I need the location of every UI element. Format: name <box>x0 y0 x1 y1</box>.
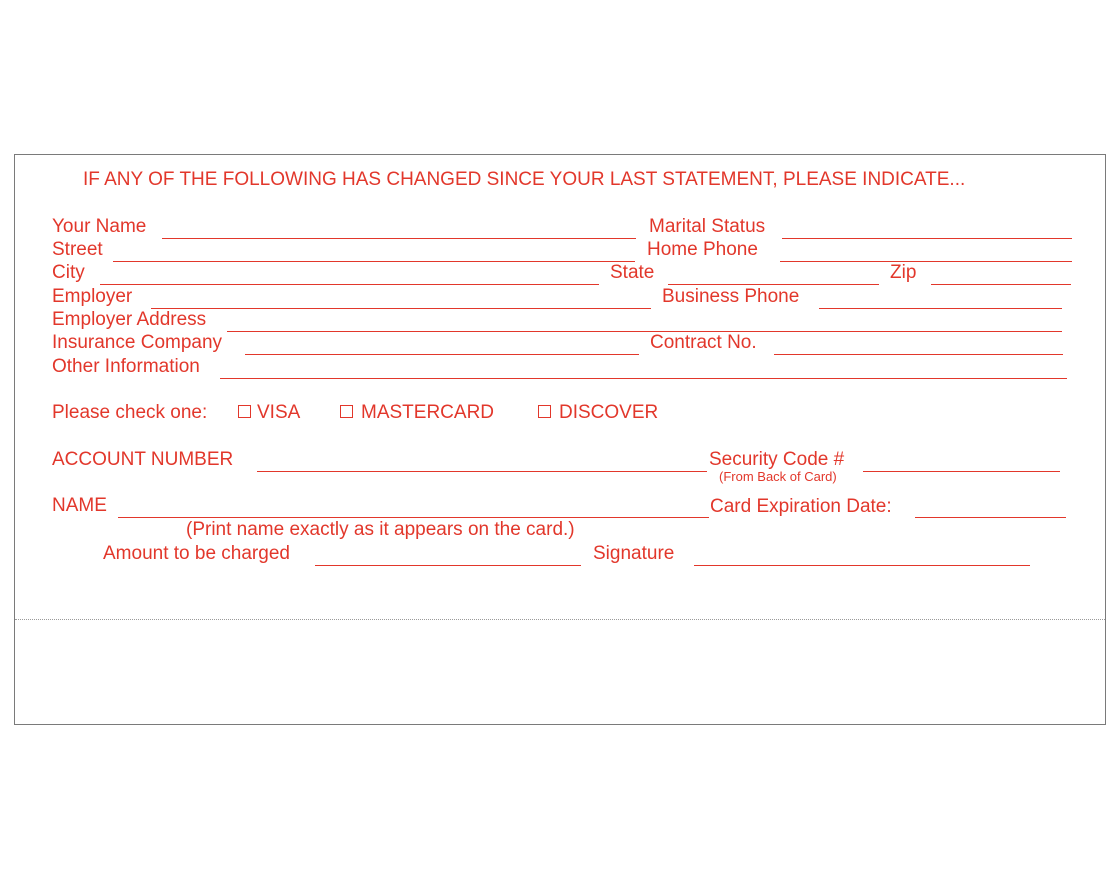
change-of-information-form <box>14 154 1106 725</box>
your-name-label: Your Name <box>52 216 147 237</box>
business-phone-label: Business Phone <box>662 286 800 307</box>
security-code-label: Security Code # <box>709 449 845 470</box>
zip-line[interactable] <box>931 284 1071 285</box>
employer-address-label: Employer Address <box>52 309 207 330</box>
card-expiration-line[interactable] <box>915 517 1066 518</box>
contract-no-line[interactable] <box>774 354 1063 355</box>
visa-option-label: VISA <box>257 402 301 423</box>
employer-line[interactable] <box>151 308 651 309</box>
cardholder-name-line[interactable] <box>118 517 709 518</box>
signature-label: Signature <box>593 543 675 564</box>
street-label: Street <box>52 239 103 260</box>
employer-address-line[interactable] <box>227 331 1062 332</box>
security-code-note: (From Back of Card) <box>719 469 837 484</box>
mastercard-checkbox[interactable] <box>340 405 353 418</box>
other-information-label: Other Information <box>52 356 200 377</box>
perforation-line <box>15 619 1105 620</box>
employer-label: Employer <box>52 286 133 307</box>
signature-line[interactable] <box>694 565 1030 566</box>
visa-checkbox[interactable] <box>238 405 251 418</box>
state-line[interactable] <box>668 284 879 285</box>
card-expiration-label: Card Expiration Date: <box>710 496 892 517</box>
other-information-line[interactable] <box>220 378 1067 379</box>
print-name-note: (Print name exactly as it appears on the card.) <box>186 519 575 540</box>
cardholder-name-label: NAME <box>52 495 107 516</box>
insurance-company-line[interactable] <box>245 354 639 355</box>
street-line[interactable] <box>113 261 635 262</box>
business-phone-line[interactable] <box>819 308 1062 309</box>
security-code-line[interactable] <box>863 471 1060 472</box>
discover-option-label: DISCOVER <box>559 402 659 423</box>
home-phone-line[interactable] <box>780 261 1072 262</box>
marital-status-line[interactable] <box>782 238 1072 239</box>
account-number-label: ACCOUNT NUMBER <box>52 449 234 470</box>
mastercard-option-label: MASTERCARD <box>361 402 495 423</box>
insurance-company-label: Insurance Company <box>52 332 223 353</box>
form-header: IF ANY OF THE FOLLOWING HAS CHANGED SINCE YOUR LAST STATEMENT, PLEASE INDICATE... <box>83 169 966 190</box>
contract-no-label: Contract No. <box>650 332 757 353</box>
discover-checkbox[interactable] <box>538 405 551 418</box>
marital-status-label: Marital Status <box>649 216 766 237</box>
amount-line[interactable] <box>315 565 581 566</box>
state-label: State <box>610 262 655 283</box>
account-number-line[interactable] <box>257 471 707 472</box>
check-one-label: Please check one: <box>52 402 208 423</box>
city-label: City <box>52 262 85 283</box>
city-line[interactable] <box>100 284 599 285</box>
amount-label: Amount to be charged <box>103 543 290 564</box>
zip-label: Zip <box>890 262 917 283</box>
your-name-line[interactable] <box>162 238 636 239</box>
home-phone-label: Home Phone <box>647 239 758 260</box>
